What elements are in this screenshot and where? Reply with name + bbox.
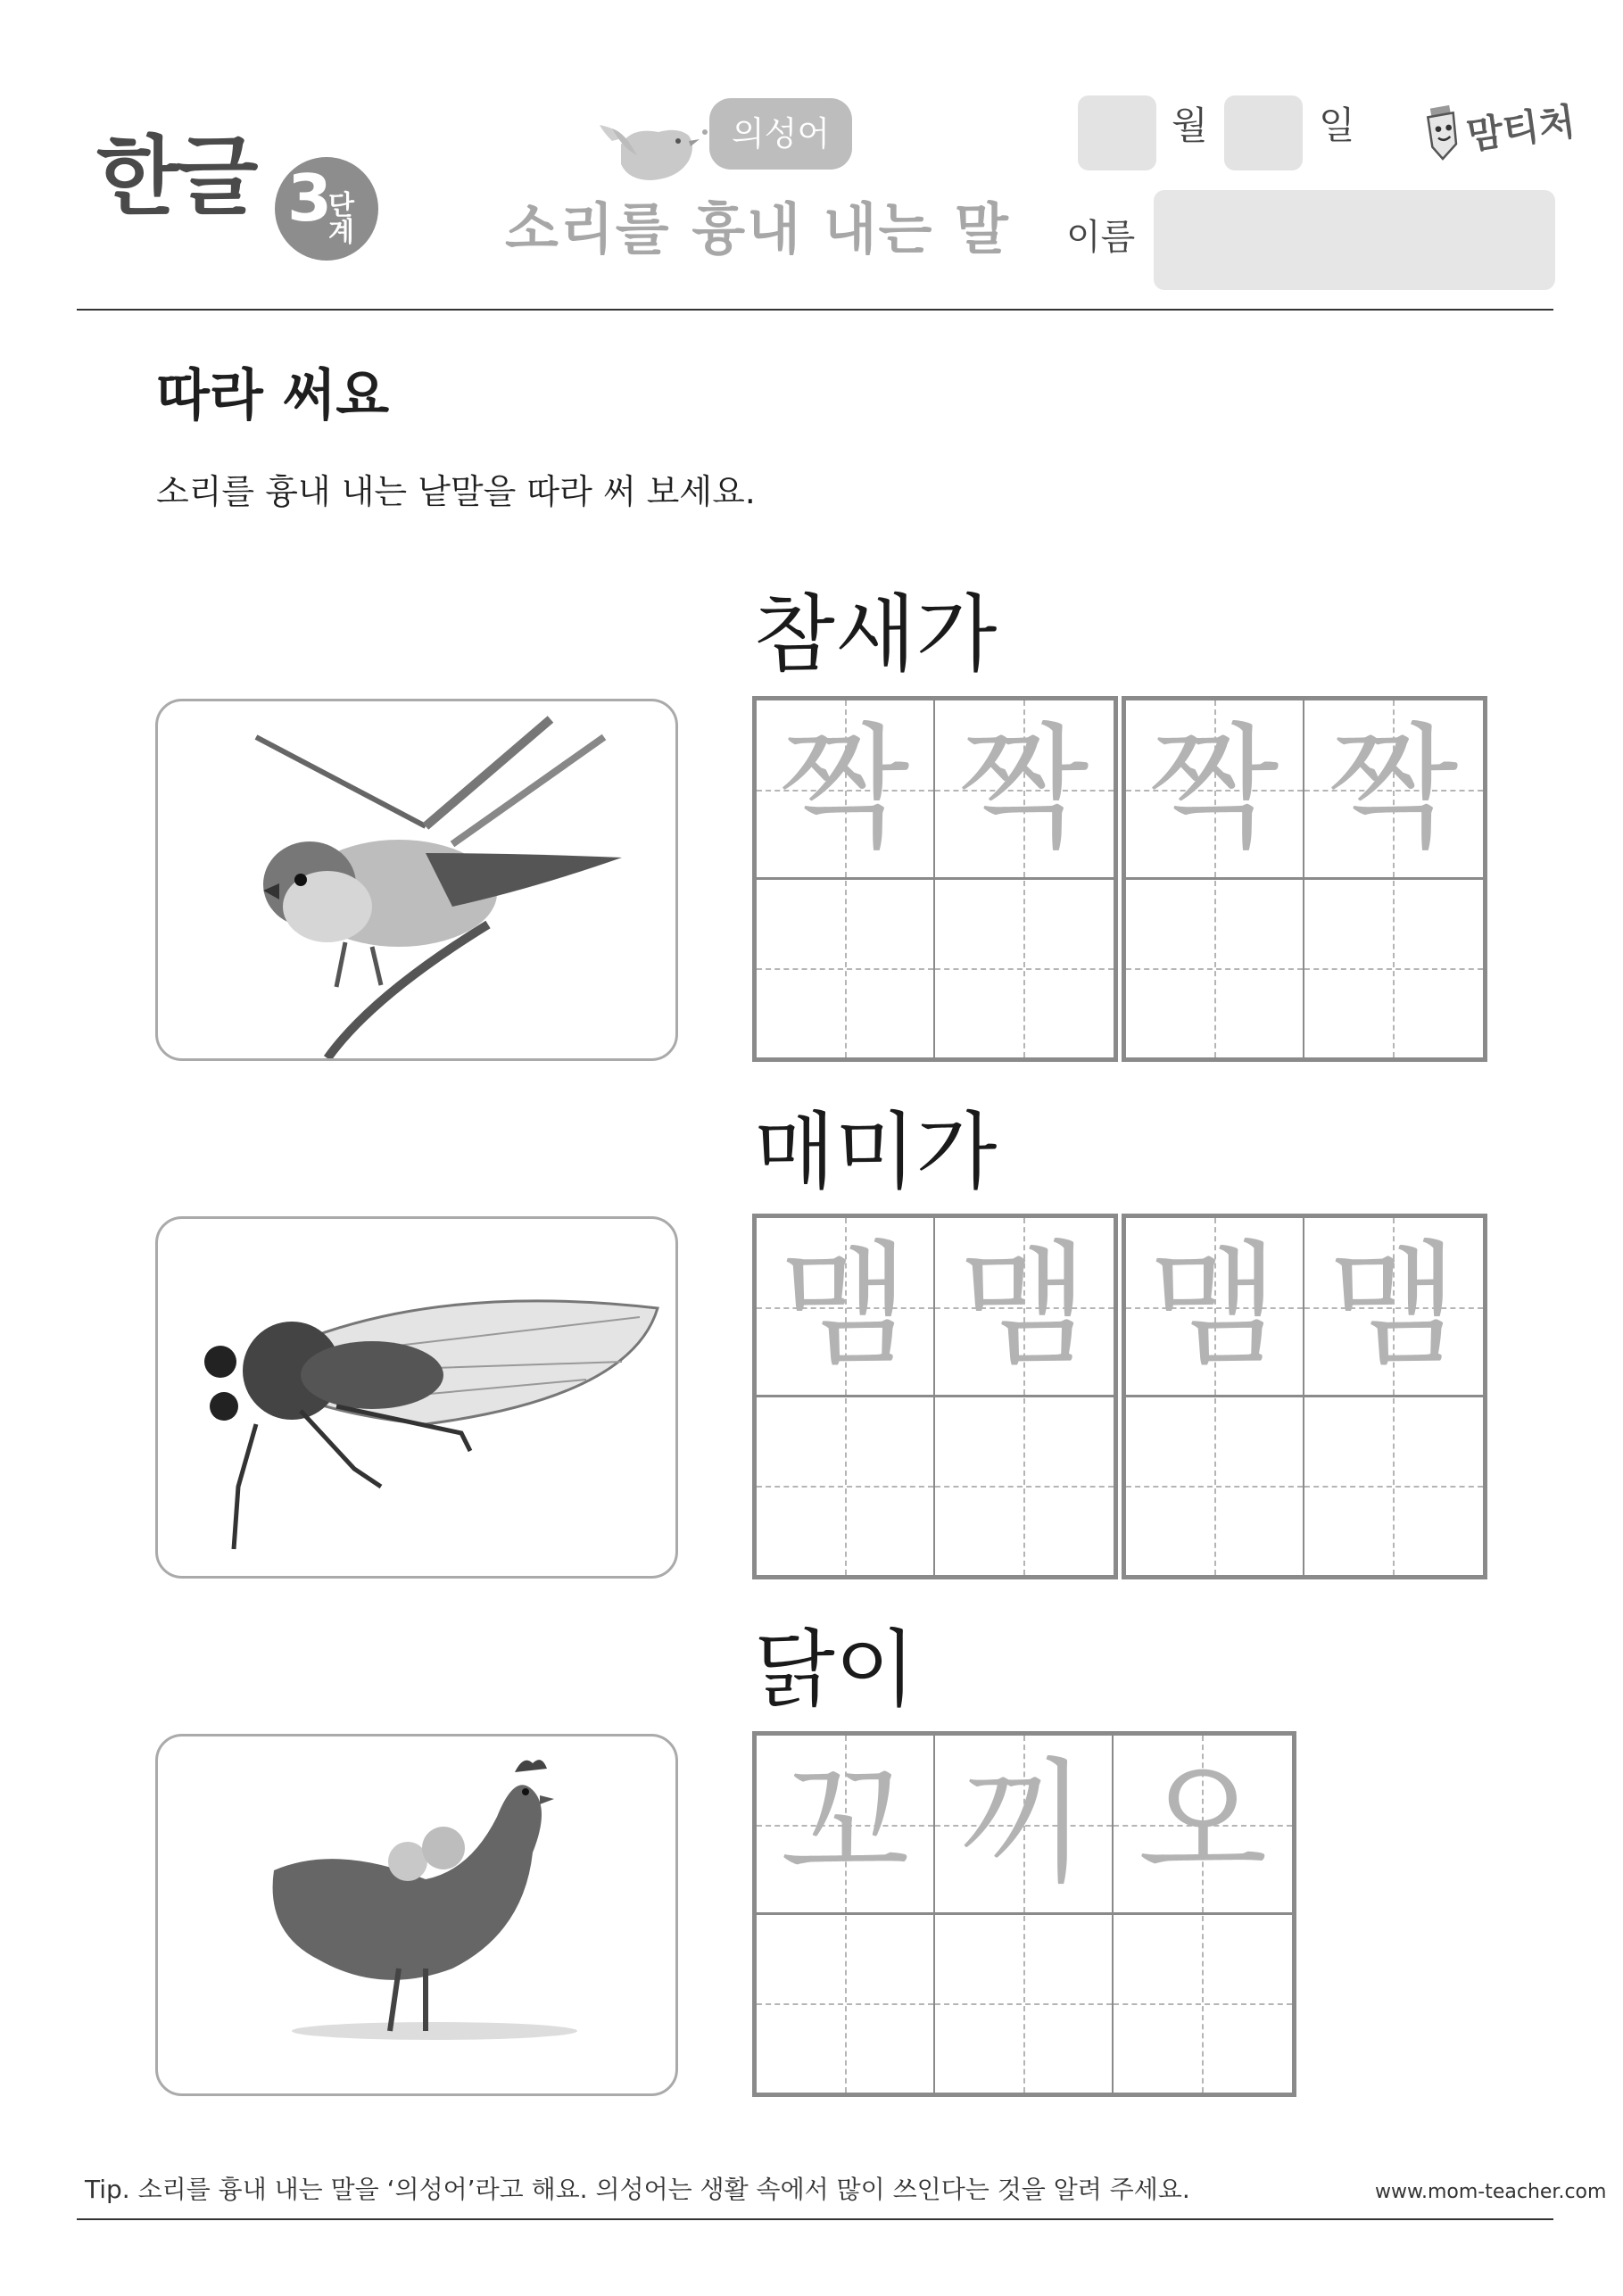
trace-character: 짝 xyxy=(959,711,1089,866)
logo-title: 한글 xyxy=(96,127,255,227)
trace-character: 맴 xyxy=(780,1229,910,1384)
name-label: 이름 xyxy=(1066,217,1136,258)
trace-character: 끼 xyxy=(958,1746,1089,1902)
month-label: 월 xyxy=(1172,104,1208,147)
subject-hen: 닭이 xyxy=(754,1621,916,1719)
month-input-box[interactable] xyxy=(1078,95,1156,170)
brand-logo xyxy=(1420,96,1590,168)
brand-name: 맘티처 xyxy=(1463,99,1578,158)
topic-pill: 의성어 xyxy=(709,98,852,170)
writing-cell[interactable] xyxy=(935,1218,1114,1575)
section-title: 따라 써요 xyxy=(156,362,390,427)
writing-cell[interactable] xyxy=(1114,1736,1292,2093)
worksheet-subtitle: 소리를 흉내 내는 말 xyxy=(505,196,1010,261)
writing-cell[interactable] xyxy=(935,1736,1114,2093)
instruction-text: 소리를 흉내 내는 낱말을 따라 써 보세요. xyxy=(156,472,756,511)
trace-character: 짝 xyxy=(780,711,910,866)
level-word: 단계 xyxy=(328,190,354,248)
writing-grid-sparrow-2[interactable] xyxy=(1122,696,1487,1062)
writing-cell[interactable] xyxy=(1304,700,1483,1057)
trace-character: 짝 xyxy=(1329,711,1459,866)
pencil-mascot-icon xyxy=(1420,96,1465,168)
name-input-box[interactable] xyxy=(1154,190,1555,290)
subject-sparrow: 참새가 xyxy=(754,586,998,684)
writing-grid-cicada-2[interactable] xyxy=(1122,1214,1487,1579)
subject-cicada: 매미가 xyxy=(754,1104,998,1201)
level-badge xyxy=(275,157,378,261)
trace-character: 맴 xyxy=(1149,1229,1279,1384)
trace-character: 맴 xyxy=(959,1229,1089,1384)
cicada-image xyxy=(155,1216,678,1579)
writing-cell[interactable] xyxy=(1126,700,1304,1057)
trace-character: 오 xyxy=(1138,1746,1268,1902)
writing-cell[interactable] xyxy=(1126,1218,1304,1575)
writing-cell[interactable] xyxy=(757,1736,935,2093)
writing-cell[interactable] xyxy=(935,700,1114,1057)
day-label: 일 xyxy=(1319,104,1355,147)
footer-divider xyxy=(77,2218,1553,2220)
day-input-box[interactable] xyxy=(1224,95,1303,170)
writing-grid-sparrow-1[interactable] xyxy=(752,696,1118,1062)
trace-character: 짝 xyxy=(1149,711,1279,866)
writing-cell[interactable] xyxy=(757,700,935,1057)
writing-cell[interactable] xyxy=(1304,1218,1483,1575)
trace-character: 꼬 xyxy=(780,1746,910,1902)
writing-grid-hen[interactable] xyxy=(752,1731,1296,2097)
footer-tip: Tip. 소리를 흉내 내는 말을 ‘의성어’라고 해요. 의성어는 생활 속에서 많이 쓰인다는 것을 알려 주세요. xyxy=(85,2175,1190,2204)
writing-grid-cicada-1[interactable] xyxy=(752,1214,1118,1579)
sparrow-image xyxy=(155,699,678,1061)
level-number: 3 xyxy=(287,161,333,236)
footer-url[interactable]: www.mom-teacher.com xyxy=(1375,2181,1607,2203)
trace-character: 맴 xyxy=(1329,1229,1459,1384)
bird-icon xyxy=(596,105,721,195)
header-divider xyxy=(77,309,1553,311)
hen-image xyxy=(155,1734,678,2096)
writing-cell[interactable] xyxy=(757,1218,935,1575)
